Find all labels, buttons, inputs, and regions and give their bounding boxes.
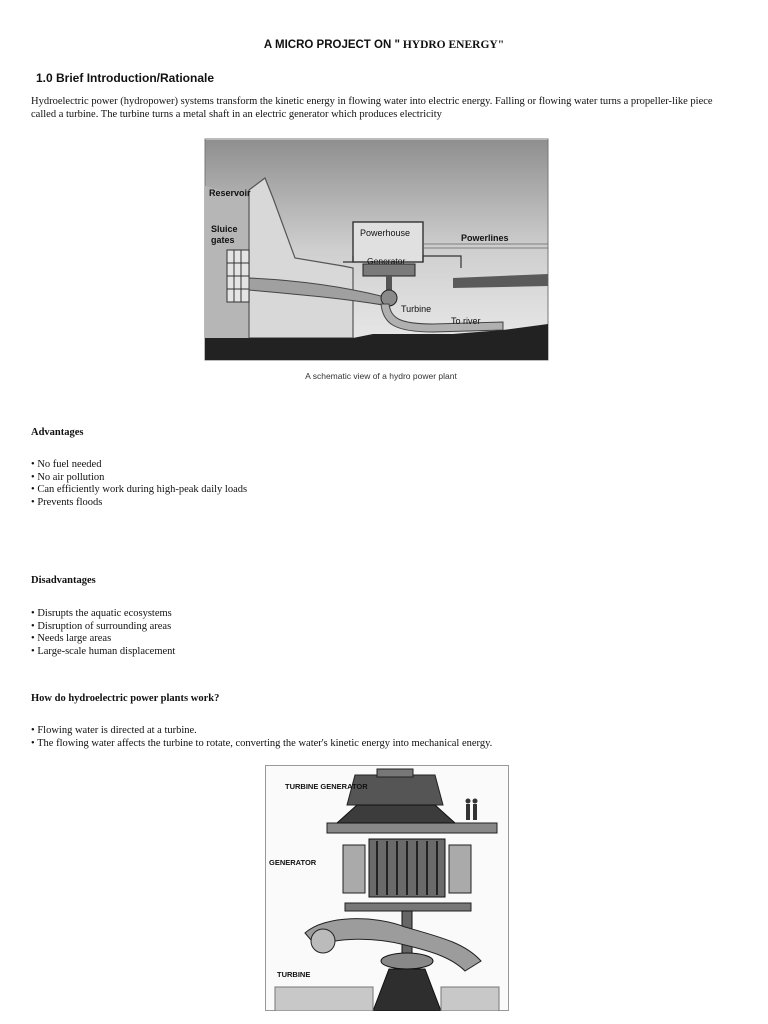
rotor-poles <box>377 841 437 895</box>
list-item: • Disrupts the aquatic ecosystems <box>31 608 175 621</box>
how-it-works-list <box>31 725 492 750</box>
list-item: • Prevents floods <box>31 497 247 510</box>
how-it-works-heading: How do hydroelectric power plants work? <box>31 693 220 704</box>
upper-platform <box>327 823 497 833</box>
section-heading-introduction: 1.0 Brief Introduction/Rationale <box>36 71 215 85</box>
label-powerlines: Powerlines <box>461 233 509 243</box>
label-turbine-generator: TURBINE GENERATOR <box>285 782 368 791</box>
turbine-generator-diagram <box>265 765 509 1011</box>
label-sluice: Sluice <box>211 224 238 234</box>
label-reservoir: Reservoir <box>209 188 251 198</box>
advantages-list <box>31 459 247 509</box>
title-prefix: A MICRO PROJECT ON " <box>263 39 400 51</box>
label-to-river: To river <box>451 316 481 326</box>
sluice-gate-grid <box>227 250 249 302</box>
turbine-runner <box>381 953 433 969</box>
label-generator: GENERATOR <box>269 858 317 867</box>
lower-bracket <box>345 903 471 911</box>
list-item: • Large-scale human displacement <box>31 646 175 659</box>
list-item: • Can efficiently work during high-peak daily loads <box>31 484 247 497</box>
label-generator: Generator <box>367 256 406 266</box>
list-item: • Needs large areas <box>31 633 175 646</box>
inlet-valve <box>311 929 335 953</box>
label-turbine: TURBINE <box>277 970 311 979</box>
advantages-heading: Advantages <box>31 427 84 438</box>
list-item: • Disruption of surrounding areas <box>31 621 175 634</box>
stator-left <box>343 845 365 893</box>
label-gates: gates <box>211 235 235 245</box>
label-powerhouse: Powerhouse <box>360 228 411 238</box>
list-item: • The flowing water affects the turbine to rotate, converting the water's kinetic energy into mechanical energy. <box>31 738 492 751</box>
introduction-paragraph: Hydroelectric power (hydropower) systems transform the kinetic energy in flowing water into electric energy. Falling or flowing water turns a propeller-like piece called a turbine. The turbine turns a metal shaft in an electric generator which produces electricity <box>31 96 713 120</box>
generator-cover <box>337 805 455 823</box>
hydro-plant-schematic <box>203 138 550 384</box>
label-turbine: Turbine <box>401 304 432 314</box>
document-title <box>0 39 768 51</box>
list-item: • Flowing water is directed at a turbine. <box>31 725 492 738</box>
title-topic: HYDRO ENERGY" <box>399 39 505 51</box>
disadvantages-list <box>31 608 175 658</box>
list-item: • No air pollution <box>31 472 247 485</box>
stator-right <box>449 845 471 893</box>
figure-caption: A schematic view of a hydro power plant <box>305 371 457 381</box>
disadvantages-heading: Disadvantages <box>31 575 96 586</box>
list-item: • No fuel needed <box>31 459 247 472</box>
exciter-top <box>377 769 413 777</box>
